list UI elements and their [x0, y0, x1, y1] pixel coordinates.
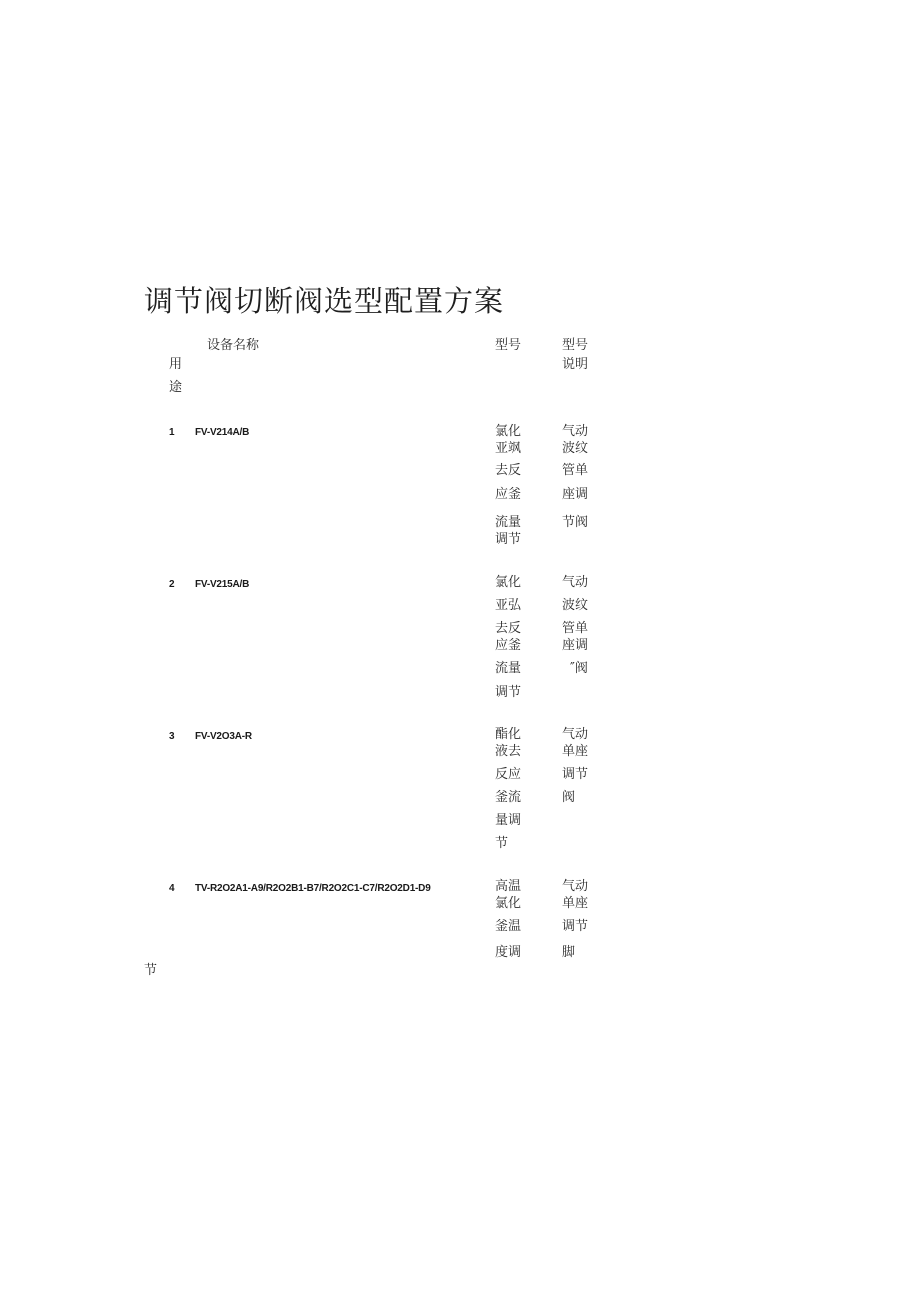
model-line: 调节: [495, 532, 522, 547]
row-number: 2: [169, 579, 175, 590]
model-line: 氯化: [495, 575, 522, 590]
model-line: 去反: [495, 621, 522, 636]
desc-line: 单座: [562, 744, 589, 759]
desc-line: 气动: [562, 575, 589, 590]
device-tag: FV-V2O3A-R: [195, 731, 252, 742]
desc-line: 阀: [562, 790, 576, 805]
desc-line: 波纹: [562, 441, 589, 456]
model-line: 液去: [495, 744, 522, 759]
model-line: 釜温: [495, 919, 522, 934]
device-tag: FV-V214A/B: [195, 427, 250, 438]
desc-line: 脚: [562, 945, 576, 960]
row-number: 1: [169, 427, 175, 438]
model-line: 氯化: [495, 424, 522, 439]
model-line: 流量: [495, 515, 522, 530]
model-line: 应釜: [495, 638, 522, 653]
model-line: 节: [495, 836, 509, 851]
device-tag: FV-V215A/B: [195, 579, 250, 590]
desc-line: 气动: [562, 727, 589, 742]
model-line: 酯化: [495, 727, 522, 742]
header-model: 型号: [495, 338, 522, 353]
model-line: 应釜: [495, 487, 522, 502]
model-line: 调节: [495, 685, 522, 700]
header-usage: 用: [169, 357, 183, 372]
model-line: 高温: [495, 879, 522, 894]
model-line: 流量: [495, 661, 522, 676]
model-line: 氯化: [495, 896, 522, 911]
desc-line: 座调: [562, 638, 589, 653]
footer-text: 节: [144, 963, 158, 978]
desc-line: ″阀: [570, 661, 588, 676]
model-line: 量调: [495, 813, 522, 828]
desc-line: 节阀: [562, 515, 589, 530]
model-line: 釜流: [495, 790, 522, 805]
model-line: 去反: [495, 463, 522, 478]
desc-line: 单座: [562, 896, 589, 911]
device-tag: TV-R2O2A1-A9/R2O2B1-B7/R2O2C1-C7/R2O2D1-D9: [195, 883, 431, 894]
desc-line: 管单: [562, 621, 589, 636]
desc-line: 气动: [562, 879, 589, 894]
model-line: 亚弘: [495, 598, 522, 613]
desc-line: 气动: [562, 424, 589, 439]
row-number: 3: [169, 731, 175, 742]
header-model-desc: 说明: [562, 357, 589, 372]
header-model-desc: 型号: [562, 338, 589, 353]
desc-line: 波纹: [562, 598, 589, 613]
row-number: 4: [169, 883, 175, 894]
desc-line: 调节: [562, 919, 589, 934]
desc-line: 管单: [562, 463, 589, 478]
model-line: 亚飒: [495, 441, 522, 456]
header-device-name: 设备名称: [207, 338, 260, 353]
desc-line: 调节: [562, 767, 589, 782]
desc-line: 座调: [562, 487, 589, 502]
model-line: 度调: [495, 945, 522, 960]
model-line: 反应: [495, 767, 522, 782]
header-usage: 途: [169, 380, 183, 395]
page-title: 调节阀切断阀选型配置方案: [144, 284, 505, 318]
